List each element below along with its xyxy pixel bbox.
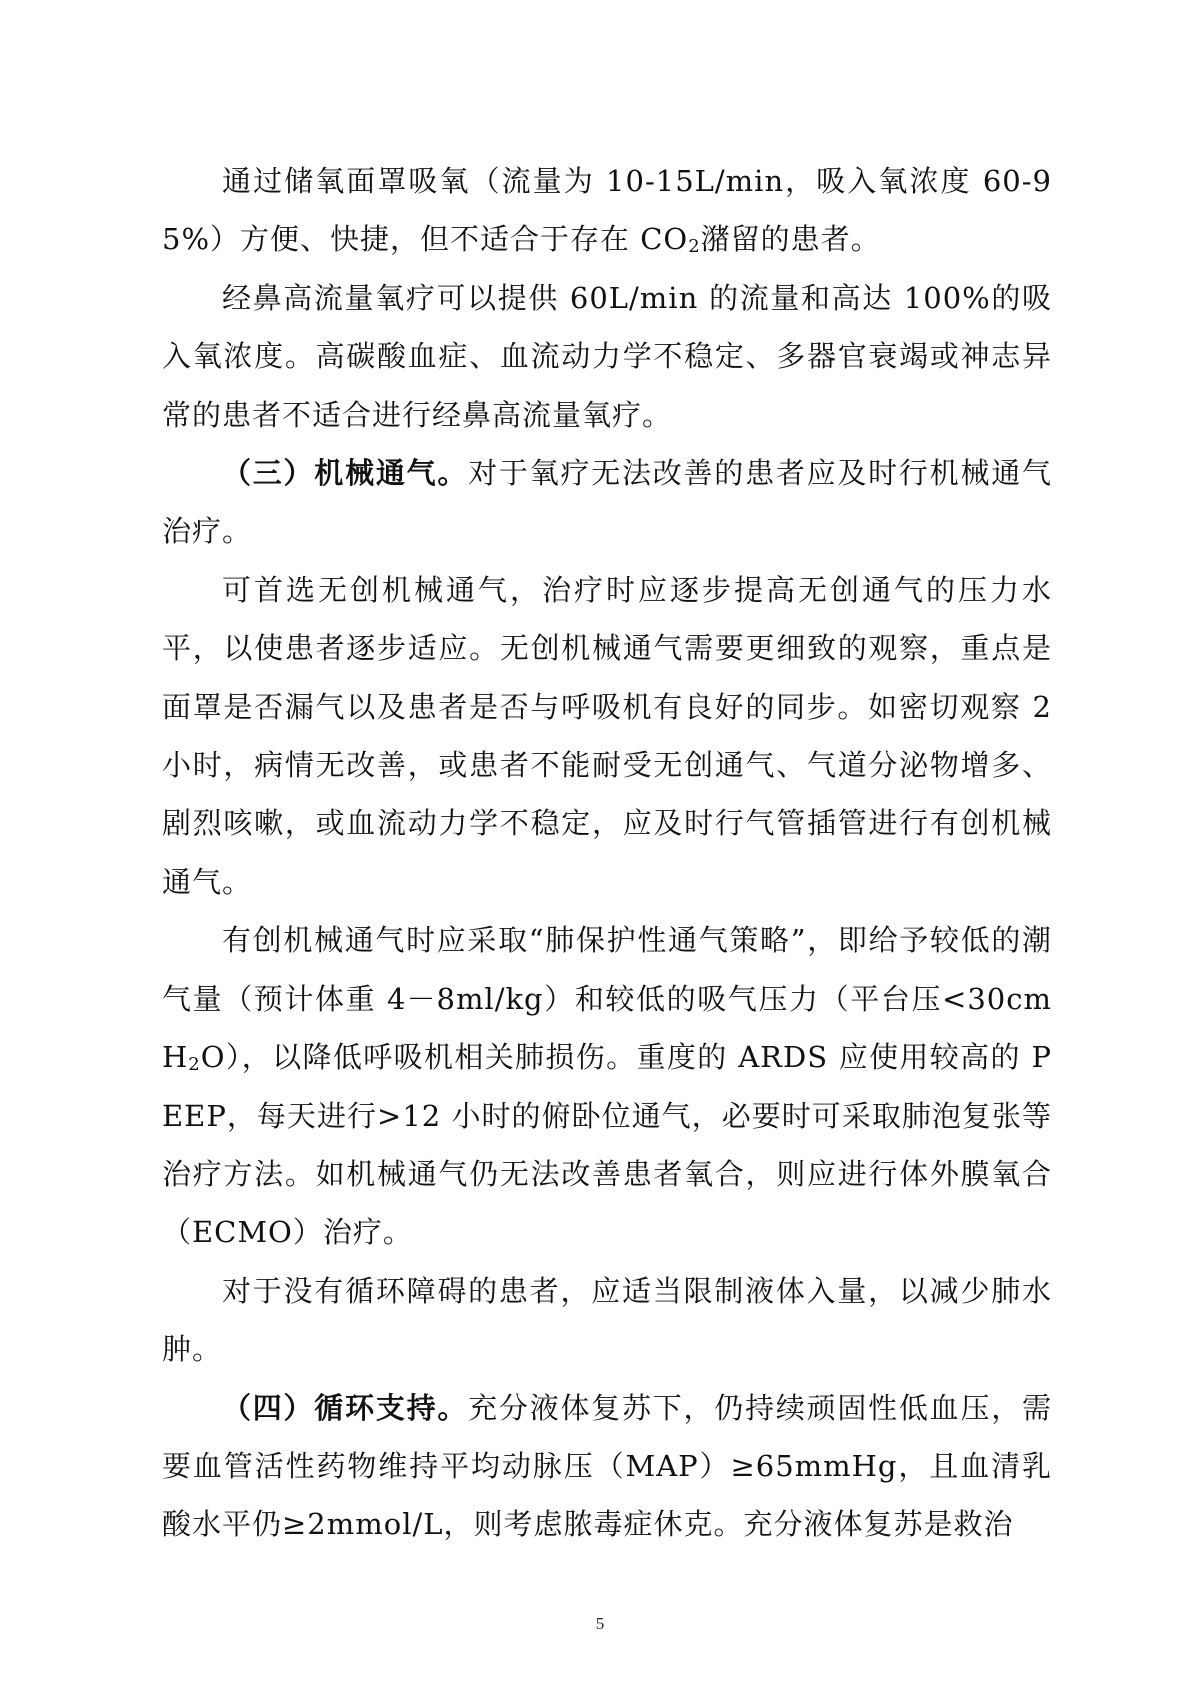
document-body bbox=[162, 152, 1052, 1554]
paragraph-text: 有创机械通气时应采取“肺保护性通气策略”，即给予较低的潮气量（预计体重 4－8ml/kg）和较低的吸气压力（平台压<30cmH bbox=[162, 923, 1052, 1075]
paragraph-high-flow-oxygen: 经鼻高流量氧疗可以提供 60L/min 的流量和高达 100%的吸入氧浓度。高碳酸血症、血流动力学不稳定、多器官衰竭或神志异常的患者不适合进行经鼻高流量氧疗。 bbox=[162, 280, 1052, 432]
paragraph-circulation-support bbox=[162, 1379, 1052, 1554]
paragraph-noninvasive-ventilation: 可首选无创机械通气，治疗时应逐步提高无创通气的压力水平，以使患者逐步适应。无创机械通气需要更细致的观察，重点是面罩是否漏气以及患者是否与呼吸机有良好的同步。如密切观察 2 小时，病情无改善，或患者不能耐受无创通气、气道分泌物增多、剧烈咳嗽，或血流动力学不稳定，应及时行气管插管进行有创机械通气。 bbox=[162, 572, 1052, 899]
section-heading-ventilation: （三）机械通气。 bbox=[222, 456, 469, 491]
section-heading-circulation: （四）循环支持。 bbox=[222, 1390, 469, 1425]
paragraph-text: 通过储氧面罩吸氧（流量为 10-15L/min，吸入氧浓度 60-95%）方便、快捷，但不适合于存在 CO bbox=[162, 164, 1052, 257]
paragraph-text: 充分液体复苏下，仍持续顽固性低血压，需要血管活性药物维持平均动脉压（MAP）≥65mmHg，且血清乳酸水平仍≥2mmol/L，则考虑脓毒症休克。充分液体复苏是救治 bbox=[162, 1390, 1052, 1542]
paragraph-text: O），以降低呼吸机相关肺损伤。重度的 ARDS 应使用较高的 PEEP，每天进行>12 小时的俯卧位通气，必要时可采取肺泡复张等治疗方法。如机械通气仍无法改善患者氧合，则应进行体外膜氧合（ECMO）治疗。 bbox=[162, 1040, 1052, 1250]
page-number: 5 bbox=[595, 1614, 605, 1633]
paragraph-invasive-ventilation bbox=[162, 911, 1052, 1261]
subscript: 2 bbox=[688, 236, 701, 258]
paragraph-fluid-restriction: 对于没有循环障碍的患者，应适当限制液体入量，以减少肺水肿。 bbox=[162, 1273, 1052, 1367]
subscript: 2 bbox=[188, 1054, 201, 1076]
paragraph-oxygen-mask bbox=[162, 152, 1052, 269]
paragraph-text: 对于氧疗无法改善的患者应及时行机械通气治疗。 bbox=[162, 456, 1052, 549]
paragraph-mechanical-ventilation bbox=[162, 444, 1052, 561]
paragraph-text: 潴留的患者。 bbox=[700, 222, 881, 257]
